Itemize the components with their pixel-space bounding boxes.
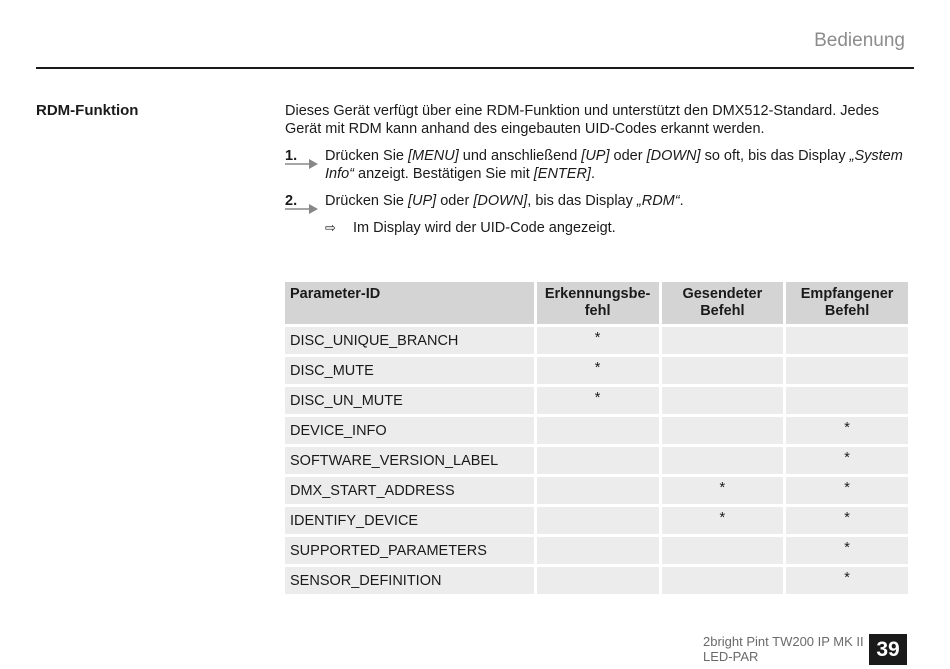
table-cell — [537, 507, 659, 534]
result-text: Im Display wird der UID-Code angezeigt. — [353, 220, 616, 236]
product-type-line: LED-PAR — [703, 649, 759, 664]
column-header: Empfangener Befehl — [786, 282, 908, 324]
table-cell — [662, 417, 784, 444]
table-cell: * — [786, 507, 908, 534]
table-cell: * — [537, 357, 659, 384]
table-cell: * — [786, 447, 908, 474]
table-cell — [537, 447, 659, 474]
parameter-id-cell: DISC_MUTE — [285, 357, 534, 384]
parameter-id-cell: DISC_UN_MUTE — [285, 387, 534, 414]
table-cell: * — [786, 537, 908, 564]
page-number-badge: 39 — [869, 634, 907, 665]
table-cell — [786, 387, 908, 414]
step-result — [325, 219, 915, 237]
table-cell — [662, 567, 784, 594]
step-number: 2. — [285, 192, 325, 210]
table-cell — [662, 387, 784, 414]
table-cell: * — [537, 327, 659, 354]
table-row — [285, 327, 908, 354]
table-row — [285, 537, 908, 564]
table-row — [285, 357, 908, 384]
section-content — [285, 102, 915, 237]
step-text: Drücken Sie [UP] oder [DOWN], bis das Display „RDM“. — [325, 193, 684, 209]
table-cell: * — [537, 387, 659, 414]
result-arrow-icon: ⇨ — [325, 220, 336, 235]
table-header-row — [285, 282, 908, 324]
table-cell: * — [786, 567, 908, 594]
column-header: Erkennungsbe- fehl — [537, 282, 659, 324]
table-cell — [786, 327, 908, 354]
page-header-title: Bedienung — [814, 30, 905, 51]
table-row — [285, 567, 908, 594]
table-cell: * — [786, 477, 908, 504]
table-cell — [537, 417, 659, 444]
table-row — [285, 447, 908, 474]
table-cell: * — [786, 417, 908, 444]
header-divider — [36, 67, 914, 69]
parameter-id-cell: SENSOR_DEFINITION — [285, 567, 534, 594]
step-2 — [285, 192, 915, 210]
column-header: Parameter-ID — [285, 282, 534, 324]
step-arrow-icon — [285, 159, 319, 169]
footer-product-name — [703, 634, 864, 664]
table-cell: * — [662, 507, 784, 534]
step-text: Drücken Sie [MENU] und anschließend [UP] oder [DOWN] so oft, bis das Display „System Info“ anzeigt. Bestätigen Sie mit [ENTER]. — [325, 148, 903, 182]
table-row — [285, 507, 908, 534]
section-heading: RDM-Funktion — [36, 102, 139, 119]
step-arrow-icon — [285, 204, 319, 214]
table-cell — [537, 567, 659, 594]
parameter-id-cell: SOFTWARE_VERSION_LABEL — [285, 447, 534, 474]
parameter-id-cell: DISC_UNIQUE_BRANCH — [285, 327, 534, 354]
table-row — [285, 417, 908, 444]
table-cell — [537, 537, 659, 564]
table-cell — [786, 357, 908, 384]
table-cell — [662, 357, 784, 384]
parameter-id-cell: DMX_START_ADDRESS — [285, 477, 534, 504]
product-name-line: 2bright Pint TW200 IP MK II — [703, 634, 864, 649]
column-header: Gesendeter Befehl — [662, 282, 784, 324]
step-number: 1. — [285, 147, 325, 183]
parameter-id-cell: SUPPORTED_PARAMETERS — [285, 537, 534, 564]
parameter-id-cell: IDENTIFY_DEVICE — [285, 507, 534, 534]
table-row — [285, 477, 908, 504]
table-cell — [537, 477, 659, 504]
intro-paragraph: Dieses Gerät verfügt über eine RDM-Funktion und unterstützt den DMX512-Standard. Jedes Gerät mit RDM kann anhand des eingebauten UID-Codes erkannt werden. — [285, 103, 879, 137]
table-cell: * — [662, 477, 784, 504]
table-row — [285, 387, 908, 414]
parameter-id-cell: DEVICE_INFO — [285, 417, 534, 444]
step-1 — [285, 147, 915, 183]
table-cell — [662, 447, 784, 474]
table-cell — [662, 327, 784, 354]
table-cell — [662, 537, 784, 564]
rdm-parameter-table — [282, 279, 911, 597]
